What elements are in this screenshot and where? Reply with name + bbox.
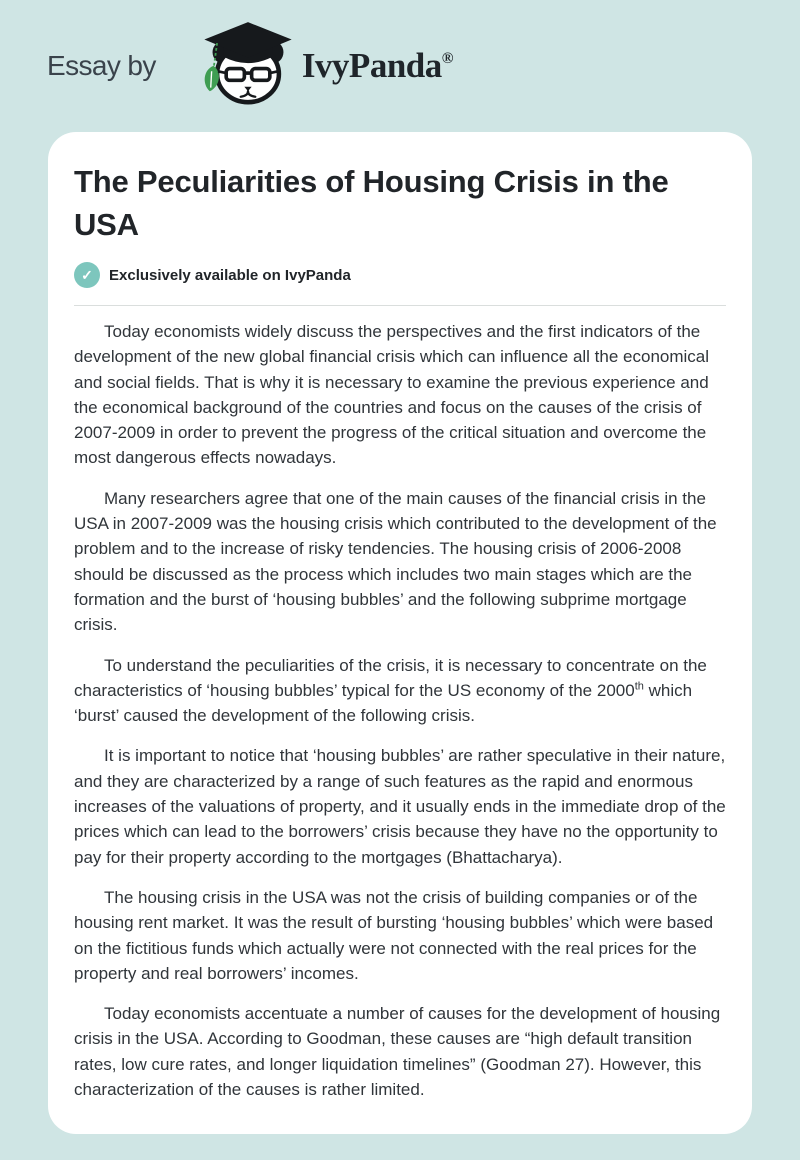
paragraph-3 <box>74 653 726 729</box>
essay-card <box>48 132 752 1134</box>
availability-label: Exclusively available on IvyPanda <box>109 266 351 284</box>
availability-row <box>74 262 726 288</box>
divider <box>74 305 726 306</box>
page-title: The Peculiarities of Housing Crisis in the USA <box>74 164 669 242</box>
paragraph-1: Today economists widely discuss the perspectives and the first indicators of the development of the new global financial crisis which can influence all the economical and social fields. That is why it is necessary to examine the previous experience and the economical background of the countries and focus on the causes of the crisis of 2007-2009 in order to prevent the progress of the critical situation and overcome the most dangerous effects nowadays. <box>74 322 710 468</box>
paragraph-3-end: which ‘burst’ caused the development of the following crisis. <box>74 680 693 726</box>
paragraph-4: It is important to notice that ‘housing bubbles’ are rather speculative in their nature, and they are characterized by a range of such features as the rapid and enormous increases of the valuations of property, and it usually ends in the immediate drop of the prices which can lead to the borrowers’ crisis because they have no the opportunity to pay for their property according to the mortgages (Bhattacharya). <box>74 746 726 867</box>
paragraph-3-start: To understand the peculiarities of the crisis, it is necessary to concentrate on the characteristics of ‘housing bubbles’ typical for the US economy of the 2000 <box>74 655 707 700</box>
panda-graduate-icon <box>198 20 298 108</box>
registered-mark: ® <box>441 50 454 67</box>
brand-text: IvyPanda <box>301 46 442 85</box>
brand-wordmark <box>302 46 453 86</box>
site-header <box>0 0 800 132</box>
essay-by-label: Essay by <box>47 50 156 81</box>
paragraph-5: The housing crisis in the USA was not the crisis of building companies or of the housing rent market. It was the result of bursting ‘housing bubbles’ which were based on the fictitious funds which actually were not connected with the real prices for the property and real borrowers’ incomes. <box>74 887 714 983</box>
check-icon: ✓ <box>74 262 100 288</box>
ordinal-superscript: th <box>634 680 644 693</box>
paragraph-2: Many researchers agree that one of the main causes of the financial crisis in the USA in 2007-2009 was the housing crisis which contributed to the development of the problem and to the increase of risky tendencies. The housing crisis of 2006-2008 should be discussed as the process which includes two main stages which are the formation and the burst of ‘housing bubbles’ and the following subprime mortgage crisis. <box>74 488 717 635</box>
essay-body <box>74 319 726 1102</box>
paragraph-6: Today economists accentuate a number of causes for the development of housing crisis in the USA. According to Goodman, these causes are “high default transition rates, low cure rates, and longer liquidation timelines” (Goodman 27). However, this characterization of the causes is rather limited. <box>74 1004 721 1100</box>
